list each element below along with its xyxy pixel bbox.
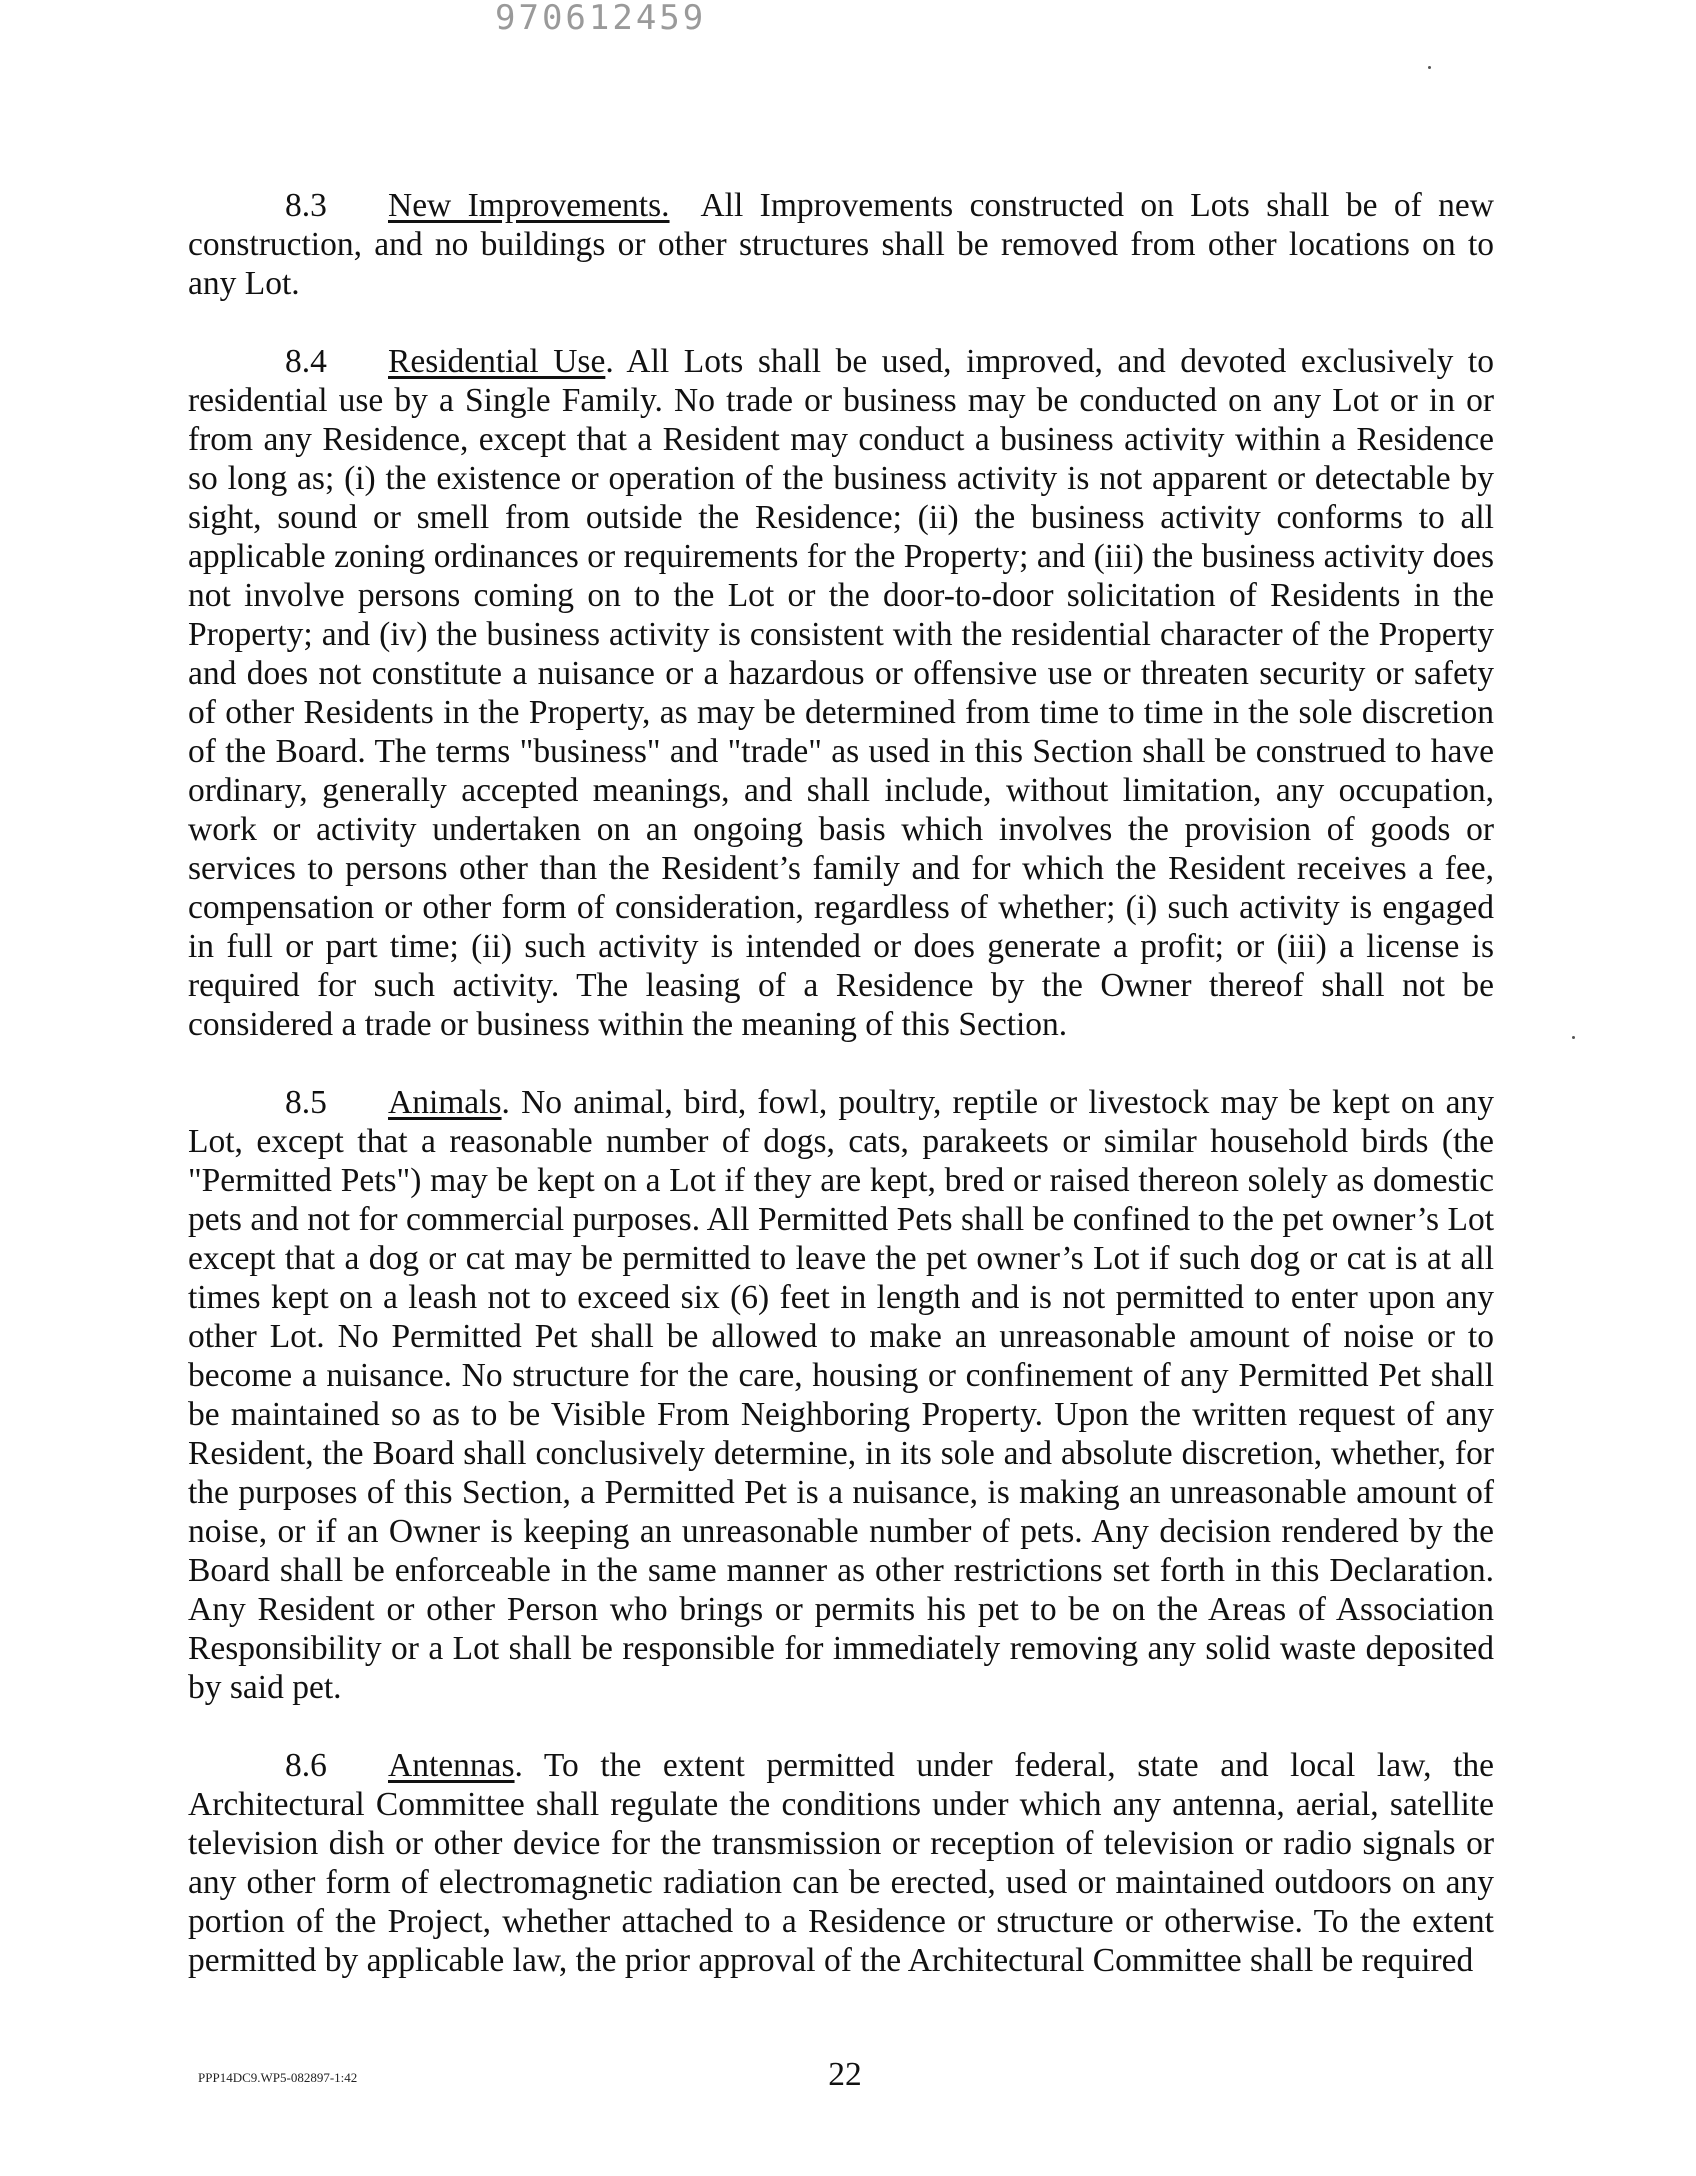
section-heading: New Improvements. <box>388 187 670 224</box>
section-heading: Animals <box>388 1084 502 1121</box>
document-body <box>188 186 1494 2019</box>
footer-file-code: PPP14DC9.WP5-082897-1:42 <box>198 2070 358 2085</box>
section-text: . No animal, bird, fowl, poultry, reptile or livestock may be kept on any Lot, except that a reasonable number of dogs, cats, parakeets or similar household birds (the "Permitted Pets") may be kept on a Lot if they are kept, bred or raised thereon solely as domestic pets and not for commercial purposes. All Permitted Pets shall be confined to the pet owner’s Lot except that a dog or cat may be permitted to leave the pet owner’s Lot if such dog or cat is at all times kept on a leash not to exceed six (6) feet in length and is not permitted to enter upon any other Lot. No Permitted Pet shall be allowed to make an unreasonable amount of noise or to become a nuisance. No structure for the care, housing or confinement of any Permitted Pet shall be maintained so as to be Visible From Neighboring Property. Upon the written request of any Resident, the Board shall conclusively determine, in its sole and absolute discretion, whether, for the purposes of this Section, a Permitted Pet is a nuisance, is making an unreasonable amount of noise, or if an Owner is keeping an unreasonable number of pets. Any decision rendered by the Board shall be enforceable in the same manner as other restrictions set forth in this Declaration. Any Resident or other Person who brings or permits his pet to be on the Areas of Association Responsibility or a Lot shall be responsible for immediately removing any solid waste deposited by said pet. <box>188 1084 1494 1706</box>
section-8-3 <box>188 186 1494 303</box>
section-text: . To the extent permitted under federal, state and local law, the Architectural Committee shall regulate the conditions under which any antenna, aerial, satellite television dish or other device for the transmission or reception of television or radio signals or any other form of electromagnetic radiation can be erected, used or maintained outdoors on any portion of the Project, whether attached to a Residence or structure or otherwise. To the extent permitted by applicable law, the prior approval of the Architectural Committee shall be required <box>188 1747 1494 1979</box>
section-text: . All Lots shall be used, improved, and devoted exclusively to residential use by a Single Family. No trade or business may be conducted on any Lot or in or from any Residence, except that a Resident may conduct a business activity within a Residence so long as; (i) the existence or operation of the business activity is not apparent or detectable by sight, sound or smell from outside the Residence; (ii) the business activity conforms to all applicable zoning ordinances or requirements for the Property; and (iii) the business activity does not involve persons coming on to the Lot or the door-to-door solicitation of Residents in the Property; and (iv) the business activity is consistent with the residential character of the Property and does not constitute a nuisance or a hazardous or offensive use or threaten security or safety of other Residents in the Property, as may be determined from time to time in the sole discretion of the Board. The terms "business" and "trade" as used in this Section shall be construed to have ordinary, generally accepted meanings, and shall include, without limitation, any occupation, work or activity undertaken on an ongoing basis which involves the provision of goods or services to persons other than the Resident’s family and for which the Resident receives a fee, compensation or other form of consideration, regardless of whether; (i) such activity is engaged in full or part time; (ii) such activity is intended or does generate a profit; or (iii) a license is required for such activity. The leasing of a Residence by the Owner thereof shall not be considered a trade or business within the meaning of this Section. <box>188 343 1494 1043</box>
page-number: 22 <box>828 2056 862 2093</box>
section-text: All Improvements constructed on Lots shall be of new construction, and no buildings or other structures shall be removed from other locations on to any Lot. <box>188 187 1494 302</box>
section-8-6 <box>188 1746 1494 1980</box>
section-number: 8.5 <box>285 1084 327 1121</box>
scan-speck <box>1428 66 1431 69</box>
scan-speck <box>1572 1036 1575 1039</box>
section-heading: Residential Use <box>388 343 606 380</box>
section-number: 8.3 <box>285 187 327 224</box>
section-8-5 <box>188 1083 1494 1707</box>
section-number: 8.4 <box>285 343 327 380</box>
section-number: 8.6 <box>285 1747 327 1784</box>
section-heading: Antennas <box>388 1747 515 1784</box>
document-stamp-number: 970612459 <box>495 0 707 38</box>
section-8-4 <box>188 342 1494 1044</box>
